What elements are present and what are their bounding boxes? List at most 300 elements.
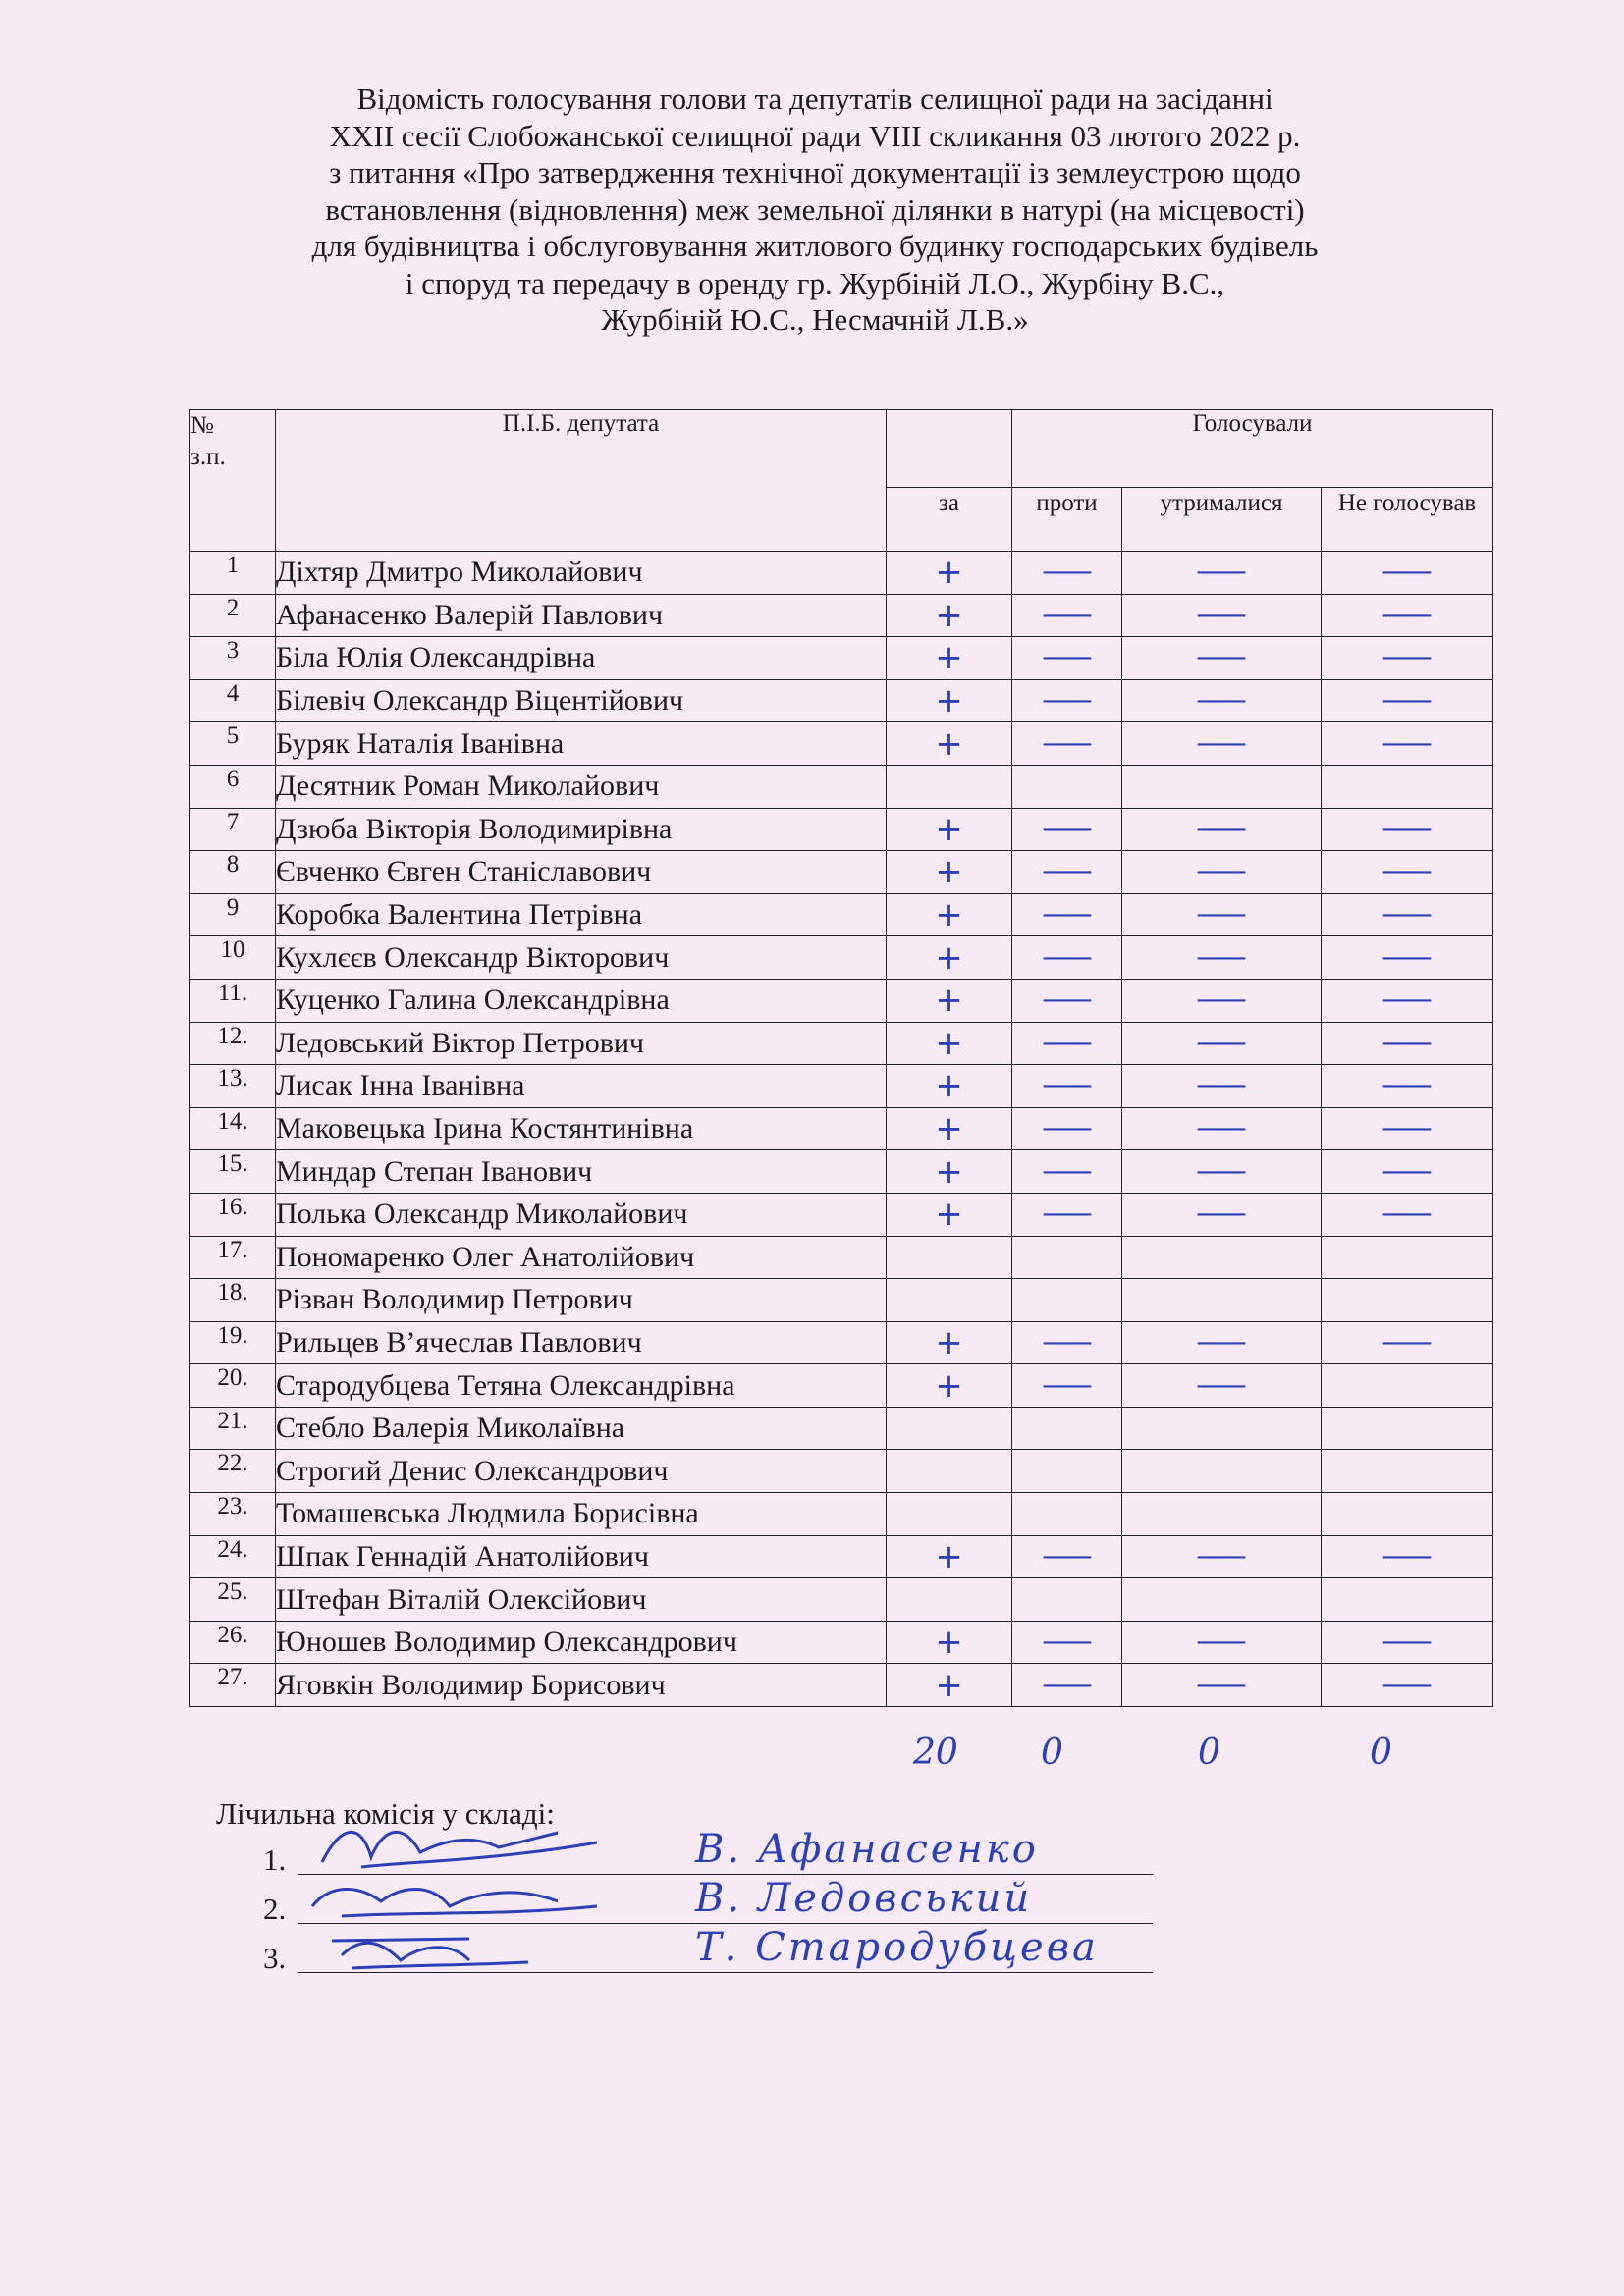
vote-against-cell xyxy=(1012,679,1122,722)
table-row xyxy=(190,1578,1493,1622)
deputy-name: Маковецька Ірина Костянтинівна xyxy=(276,1107,887,1150)
dash-mark: — xyxy=(1380,939,1435,975)
vote-for-cell xyxy=(887,936,1012,980)
title-line: Журбіній Ю.С., Несмачній Л.В.» xyxy=(601,302,1029,337)
dash-mark: — xyxy=(1195,1025,1248,1060)
row-number: 11. xyxy=(190,979,276,1022)
vote-for-cell xyxy=(887,979,1012,1022)
table-row xyxy=(190,1193,1493,1236)
dash-mark: — xyxy=(1040,1667,1094,1702)
dash-mark: — xyxy=(1040,597,1094,632)
dash-mark: — xyxy=(1380,555,1435,590)
vote-for-cell xyxy=(887,1621,1012,1664)
deputy-name: Афанасенко Валерій Павлович xyxy=(276,594,887,637)
table-row xyxy=(190,1364,1493,1408)
vote-abstained-cell xyxy=(1122,594,1322,637)
row-number: 9 xyxy=(190,893,276,936)
vote-against-cell xyxy=(1012,1578,1122,1622)
vote-against-cell xyxy=(1012,808,1122,851)
deputy-name: Біла Юлія Олександрівна xyxy=(276,637,887,680)
vote-for-cell xyxy=(887,722,1012,766)
vote-abstained-cell xyxy=(1122,1535,1322,1578)
dash-mark: — xyxy=(1040,1025,1094,1060)
vote-for-cell xyxy=(887,1022,1012,1065)
row-number: 26. xyxy=(190,1621,276,1664)
row-number: 6 xyxy=(190,765,276,808)
vote-abstained-cell xyxy=(1122,851,1322,894)
column-header-for: за xyxy=(887,488,1012,552)
deputy-name: Різван Володимир Петрович xyxy=(276,1279,887,1322)
vote-for-cell xyxy=(887,1193,1012,1236)
vote-abstained-cell xyxy=(1122,1193,1322,1236)
vote-against-cell xyxy=(1012,893,1122,936)
column-header-number xyxy=(190,410,276,552)
dash-mark: — xyxy=(1040,725,1094,761)
vote-against-cell xyxy=(1012,1535,1122,1578)
title-line: XXII сесії Слобожанської селищної ради VIII скликання 03 лютого 2022 р. xyxy=(329,118,1301,153)
vote-for-cell xyxy=(887,765,1012,808)
dash-mark: — xyxy=(1380,1068,1435,1103)
vote-abstained-cell xyxy=(1122,1065,1322,1108)
dash-mark: — xyxy=(1380,1111,1435,1147)
title-line: Відомість голосування голови та депутатів селищної ради на засіданні xyxy=(356,81,1273,116)
vote-for-cell xyxy=(887,1107,1012,1150)
document-title xyxy=(177,80,1453,339)
table-row xyxy=(190,1279,1493,1322)
vote-against-cell xyxy=(1012,1493,1122,1536)
row-number: 3 xyxy=(190,637,276,680)
table-row xyxy=(190,679,1493,722)
vote-for-cell xyxy=(887,1450,1012,1493)
table-row xyxy=(190,1236,1493,1279)
plus-mark: + xyxy=(935,1623,963,1663)
vote-for-cell xyxy=(887,1279,1012,1322)
table-row xyxy=(190,1407,1493,1450)
dash-mark: — xyxy=(1040,897,1094,933)
dash-mark: — xyxy=(1195,683,1248,719)
voting-table xyxy=(189,409,1493,1707)
dash-mark: — xyxy=(1195,1111,1248,1147)
deputy-name: Яговкін Володимир Борисович xyxy=(276,1664,887,1707)
dash-mark: — xyxy=(1195,1667,1248,1702)
dash-mark: — xyxy=(1195,597,1248,632)
table-row xyxy=(190,1321,1493,1364)
signature-image xyxy=(302,1911,617,1980)
dash-mark: — xyxy=(1040,555,1094,590)
vote-abstained-cell xyxy=(1122,1236,1322,1279)
vote-not-voted-cell xyxy=(1322,1407,1493,1450)
dash-mark: — xyxy=(1195,983,1248,1018)
deputy-name: Юношев Володимир Олександрович xyxy=(276,1621,887,1664)
vote-for-cell xyxy=(887,679,1012,722)
vote-not-voted-cell xyxy=(1322,1535,1493,1578)
vote-abstained-cell xyxy=(1122,1621,1322,1664)
table-row xyxy=(190,808,1493,851)
col-num-label: № з.п. xyxy=(190,412,226,470)
vote-not-voted-cell xyxy=(1322,679,1493,722)
deputy-name: Рильцев В’ячеслав Павлович xyxy=(276,1321,887,1364)
row-number: 15. xyxy=(190,1150,276,1194)
vote-against-cell xyxy=(1012,1279,1122,1322)
vote-for-cell xyxy=(887,552,1012,595)
vote-against-cell xyxy=(1012,1065,1122,1108)
member-name-handwritten: Т. Стародубцева xyxy=(695,1925,1099,1970)
plus-mark: + xyxy=(935,638,963,678)
vote-not-voted-cell xyxy=(1322,1065,1493,1108)
dash-mark: — xyxy=(1195,725,1248,761)
dash-mark: — xyxy=(1195,854,1248,889)
deputy-name: Куценко Галина Олександрівна xyxy=(276,979,887,1022)
vote-not-voted-cell xyxy=(1322,552,1493,595)
vote-against-cell xyxy=(1012,765,1122,808)
dash-mark: — xyxy=(1195,1625,1248,1660)
dash-mark: — xyxy=(1040,1538,1094,1574)
deputy-name: Строгий Денис Олександрович xyxy=(276,1450,887,1493)
vote-abstained-cell xyxy=(1122,1407,1322,1450)
dash-mark: — xyxy=(1040,811,1094,846)
row-number: 1 xyxy=(190,552,276,595)
dash-mark: — xyxy=(1380,725,1435,761)
deputy-name: Полька Олександр Миколайович xyxy=(276,1193,887,1236)
vote-totals xyxy=(0,1733,1624,1782)
vote-against-cell xyxy=(1012,1407,1122,1450)
vote-against-cell xyxy=(1012,594,1122,637)
dash-mark: — xyxy=(1040,640,1094,675)
dash-mark: — xyxy=(1195,1367,1248,1403)
table-row xyxy=(190,552,1493,595)
vote-abstained-cell xyxy=(1122,552,1322,595)
vote-not-voted-cell xyxy=(1322,1236,1493,1279)
row-number: 5 xyxy=(190,722,276,766)
deputy-name: Стародубцева Тетяна Олександрівна xyxy=(276,1364,887,1408)
dash-mark: — xyxy=(1040,1367,1094,1403)
table-row xyxy=(190,979,1493,1022)
title-line: встановлення (відновлення) меж земельної ділянки в натурі (на місцевості) xyxy=(325,191,1305,227)
dash-mark: — xyxy=(1380,597,1435,632)
plus-mark: + xyxy=(935,981,963,1021)
deputy-name: Діхтяр Дмитро Миколайович xyxy=(276,552,887,595)
row-number: 22. xyxy=(190,1450,276,1493)
column-header-blank xyxy=(887,410,1012,488)
dash-mark: — xyxy=(1040,683,1094,719)
vote-for-cell xyxy=(887,893,1012,936)
table-row xyxy=(190,936,1493,980)
plus-mark: + xyxy=(935,1665,963,1705)
vote-against-cell xyxy=(1012,1664,1122,1707)
dash-mark: — xyxy=(1195,1538,1248,1574)
vote-abstained-cell xyxy=(1122,1107,1322,1150)
row-number: 4 xyxy=(190,679,276,722)
dash-mark: — xyxy=(1380,640,1435,675)
row-number: 8 xyxy=(190,851,276,894)
total-for: 20 xyxy=(913,1733,958,1773)
dash-mark: — xyxy=(1040,939,1094,975)
commission-member xyxy=(263,1876,1033,1935)
dash-mark: — xyxy=(1195,939,1248,975)
plus-mark: + xyxy=(935,1066,963,1106)
vote-abstained-cell xyxy=(1122,1578,1322,1622)
vote-for-cell xyxy=(887,1578,1012,1622)
row-number: 10 xyxy=(190,936,276,980)
vote-against-cell xyxy=(1012,1193,1122,1236)
vote-abstained-cell xyxy=(1122,722,1322,766)
deputy-name: Лисак Інна Іванівна xyxy=(276,1065,887,1108)
plus-mark: + xyxy=(935,1322,963,1362)
plus-mark: + xyxy=(935,681,963,721)
dash-mark: — xyxy=(1380,1025,1435,1060)
plus-mark: + xyxy=(935,1365,963,1406)
vote-abstained-cell xyxy=(1122,1022,1322,1065)
vote-against-cell xyxy=(1012,1150,1122,1194)
vote-not-voted-cell xyxy=(1322,1321,1493,1364)
table-row xyxy=(190,1535,1493,1578)
row-number: 27. xyxy=(190,1664,276,1707)
vote-abstained-cell xyxy=(1122,1321,1322,1364)
plus-mark: + xyxy=(935,1195,963,1235)
dash-mark: — xyxy=(1195,1068,1248,1103)
title-line: з питання «Про затвердження технічної документації із землеустрою щодо xyxy=(329,155,1301,189)
vote-against-cell xyxy=(1012,936,1122,980)
commission-member xyxy=(263,1925,1099,1984)
vote-for-cell xyxy=(887,1535,1012,1578)
vote-for-cell xyxy=(887,1236,1012,1279)
vote-not-voted-cell xyxy=(1322,1193,1493,1236)
plus-mark: + xyxy=(935,595,963,635)
column-header-against: проти xyxy=(1012,488,1122,552)
deputy-name: Євченко Євген Станіславович xyxy=(276,851,887,894)
row-number: 16. xyxy=(190,1193,276,1236)
vote-abstained-cell xyxy=(1122,765,1322,808)
deputy-name: Дзюба Вікторія Володимирівна xyxy=(276,808,887,851)
vote-for-cell xyxy=(887,808,1012,851)
deputy-name: Миндар Степан Іванович xyxy=(276,1150,887,1194)
vote-against-cell xyxy=(1012,1107,1122,1150)
vote-not-voted-cell xyxy=(1322,1664,1493,1707)
vote-abstained-cell xyxy=(1122,1364,1322,1408)
deputy-name: Пономаренко Олег Анатолійович xyxy=(276,1236,887,1279)
vote-not-voted-cell xyxy=(1322,1450,1493,1493)
vote-for-cell xyxy=(887,1065,1012,1108)
row-number: 13. xyxy=(190,1065,276,1108)
vote-against-cell xyxy=(1012,1364,1122,1408)
vote-abstained-cell xyxy=(1122,1279,1322,1322)
table-row xyxy=(190,1450,1493,1493)
table-row xyxy=(190,893,1493,936)
vote-abstained-cell xyxy=(1122,1450,1322,1493)
vote-against-cell xyxy=(1012,1321,1122,1364)
deputy-name: Стебло Валерія Миколаївна xyxy=(276,1407,887,1450)
member-number: 3. xyxy=(263,1941,287,1975)
vote-for-cell xyxy=(887,1493,1012,1536)
dash-mark: — xyxy=(1040,1153,1094,1189)
row-number: 7 xyxy=(190,808,276,851)
vote-abstained-cell xyxy=(1122,679,1322,722)
dash-mark: — xyxy=(1380,1538,1435,1574)
dash-mark: — xyxy=(1040,1197,1094,1232)
vote-against-cell xyxy=(1012,722,1122,766)
dash-mark: — xyxy=(1040,983,1094,1018)
vote-not-voted-cell xyxy=(1322,1493,1493,1536)
table-row xyxy=(190,765,1493,808)
vote-abstained-cell xyxy=(1122,979,1322,1022)
dash-mark: — xyxy=(1195,1153,1248,1189)
table-row xyxy=(190,1493,1493,1536)
vote-not-voted-cell xyxy=(1322,1150,1493,1194)
vote-not-voted-cell xyxy=(1322,1364,1493,1408)
title-line: і споруд та передачу в оренду гр. Журбіній Л.О., Журбіну В.С., xyxy=(405,265,1225,300)
vote-for-cell xyxy=(887,1664,1012,1707)
total-not-voted: 0 xyxy=(1370,1733,1392,1773)
total-abstained: 0 xyxy=(1198,1733,1220,1773)
vote-abstained-cell xyxy=(1122,893,1322,936)
dash-mark: — xyxy=(1195,555,1248,590)
plus-mark: + xyxy=(935,1109,963,1149)
vote-against-cell xyxy=(1012,1450,1122,1493)
plus-mark: + xyxy=(935,895,963,935)
vote-for-cell xyxy=(887,1150,1012,1194)
vote-not-voted-cell xyxy=(1322,851,1493,894)
dash-mark: — xyxy=(1380,983,1435,1018)
row-number: 19. xyxy=(190,1321,276,1364)
vote-abstained-cell xyxy=(1122,808,1322,851)
dash-mark: — xyxy=(1195,897,1248,933)
row-number: 25. xyxy=(190,1578,276,1622)
dash-mark: — xyxy=(1380,1324,1435,1360)
dash-mark: — xyxy=(1040,854,1094,889)
table-row xyxy=(190,637,1493,680)
plus-mark: + xyxy=(935,1536,963,1576)
vote-against-cell xyxy=(1012,851,1122,894)
vote-for-cell xyxy=(887,637,1012,680)
member-number: 2. xyxy=(263,1892,287,1926)
vote-not-voted-cell xyxy=(1322,936,1493,980)
title-line: для будівництва і обслуговування житлового будинку господарських будівель xyxy=(311,229,1319,263)
row-number: 24. xyxy=(190,1535,276,1578)
vote-not-voted-cell xyxy=(1322,893,1493,936)
table-row xyxy=(190,1621,1493,1664)
table-row xyxy=(190,722,1493,766)
row-number: 12. xyxy=(190,1022,276,1065)
deputy-name: Коробка Валентина Петрівна xyxy=(276,893,887,936)
vote-not-voted-cell xyxy=(1322,594,1493,637)
plus-mark: + xyxy=(935,809,963,849)
vote-for-cell xyxy=(887,1407,1012,1450)
plus-mark: + xyxy=(935,1151,963,1192)
table-row xyxy=(190,594,1493,637)
table-row xyxy=(190,1107,1493,1150)
vote-abstained-cell xyxy=(1122,637,1322,680)
dash-mark: — xyxy=(1380,897,1435,933)
vote-not-voted-cell xyxy=(1322,637,1493,680)
plus-mark: + xyxy=(935,553,963,593)
vote-against-cell xyxy=(1012,552,1122,595)
deputy-name: Томашевська Людмила Борисівна xyxy=(276,1493,887,1536)
row-number: 18. xyxy=(190,1279,276,1322)
vote-not-voted-cell xyxy=(1322,1022,1493,1065)
vote-not-voted-cell xyxy=(1322,1279,1493,1322)
member-name-handwritten: В. Афанасенко xyxy=(695,1827,1039,1872)
dash-mark: — xyxy=(1380,1153,1435,1189)
column-header-not-voted: Не голосував xyxy=(1322,488,1493,552)
vote-against-cell xyxy=(1012,1236,1122,1279)
vote-abstained-cell xyxy=(1122,936,1322,980)
signature-line xyxy=(298,1972,1153,1973)
table-row xyxy=(190,1150,1493,1194)
plus-mark: + xyxy=(935,852,963,892)
vote-abstained-cell xyxy=(1122,1150,1322,1194)
dash-mark: — xyxy=(1380,1667,1435,1702)
vote-for-cell xyxy=(887,851,1012,894)
table-row xyxy=(190,851,1493,894)
column-header-name: П.І.Б. депутата xyxy=(276,410,887,552)
member-number: 1. xyxy=(263,1842,287,1877)
vote-not-voted-cell xyxy=(1322,1578,1493,1622)
deputy-name: Штефан Віталій Олексійович xyxy=(276,1578,887,1622)
column-header-abstained: утрималися xyxy=(1122,488,1322,552)
dash-mark: — xyxy=(1040,1625,1094,1660)
vote-against-cell xyxy=(1012,1621,1122,1664)
table-row xyxy=(190,1022,1493,1065)
plus-mark: + xyxy=(935,723,963,764)
table-row xyxy=(190,1664,1493,1707)
vote-abstained-cell xyxy=(1122,1493,1322,1536)
deputy-name: Шпак Геннадій Анатолійович xyxy=(276,1535,887,1578)
vote-against-cell xyxy=(1012,979,1122,1022)
commission-label: Лічильна комісія у складі: xyxy=(216,1796,555,1831)
row-number: 20. xyxy=(190,1364,276,1408)
deputy-name: Буряк Наталія Іванівна xyxy=(276,722,887,766)
dash-mark: — xyxy=(1040,1068,1094,1103)
dash-mark: — xyxy=(1380,1625,1435,1660)
vote-not-voted-cell xyxy=(1322,1621,1493,1664)
vote-for-cell xyxy=(887,594,1012,637)
dash-mark: — xyxy=(1195,811,1248,846)
vote-not-voted-cell xyxy=(1322,1107,1493,1150)
dash-mark: — xyxy=(1380,811,1435,846)
vote-not-voted-cell xyxy=(1322,979,1493,1022)
dash-mark: — xyxy=(1195,640,1248,675)
table-row xyxy=(190,1065,1493,1108)
plus-mark: + xyxy=(935,937,963,978)
deputy-name: Десятник Роман Миколайович xyxy=(276,765,887,808)
vote-against-cell xyxy=(1012,637,1122,680)
member-name-handwritten: В. Ледовський xyxy=(695,1876,1033,1921)
dash-mark: — xyxy=(1380,683,1435,719)
deputy-name: Кухлєєв Олександр Вікторович xyxy=(276,936,887,980)
vote-not-voted-cell xyxy=(1322,722,1493,766)
commission-member xyxy=(263,1827,1039,1886)
dash-mark: — xyxy=(1040,1324,1094,1360)
row-number: 21. xyxy=(190,1407,276,1450)
row-number: 17. xyxy=(190,1236,276,1279)
total-against: 0 xyxy=(1041,1733,1063,1773)
vote-not-voted-cell xyxy=(1322,808,1493,851)
plus-mark: + xyxy=(935,1023,963,1063)
vote-for-cell xyxy=(887,1321,1012,1364)
column-header-voted: Голосували xyxy=(1012,410,1493,488)
vote-not-voted-cell xyxy=(1322,765,1493,808)
row-number: 14. xyxy=(190,1107,276,1150)
dash-mark: — xyxy=(1380,1197,1435,1232)
vote-for-cell xyxy=(887,1364,1012,1408)
row-number: 2 xyxy=(190,594,276,637)
dash-mark: — xyxy=(1195,1324,1248,1360)
row-number: 23. xyxy=(190,1493,276,1536)
vote-against-cell xyxy=(1012,1022,1122,1065)
dash-mark: — xyxy=(1195,1197,1248,1232)
dash-mark: — xyxy=(1380,854,1435,889)
deputy-name: Білевіч Олександр Віцентійович xyxy=(276,679,887,722)
